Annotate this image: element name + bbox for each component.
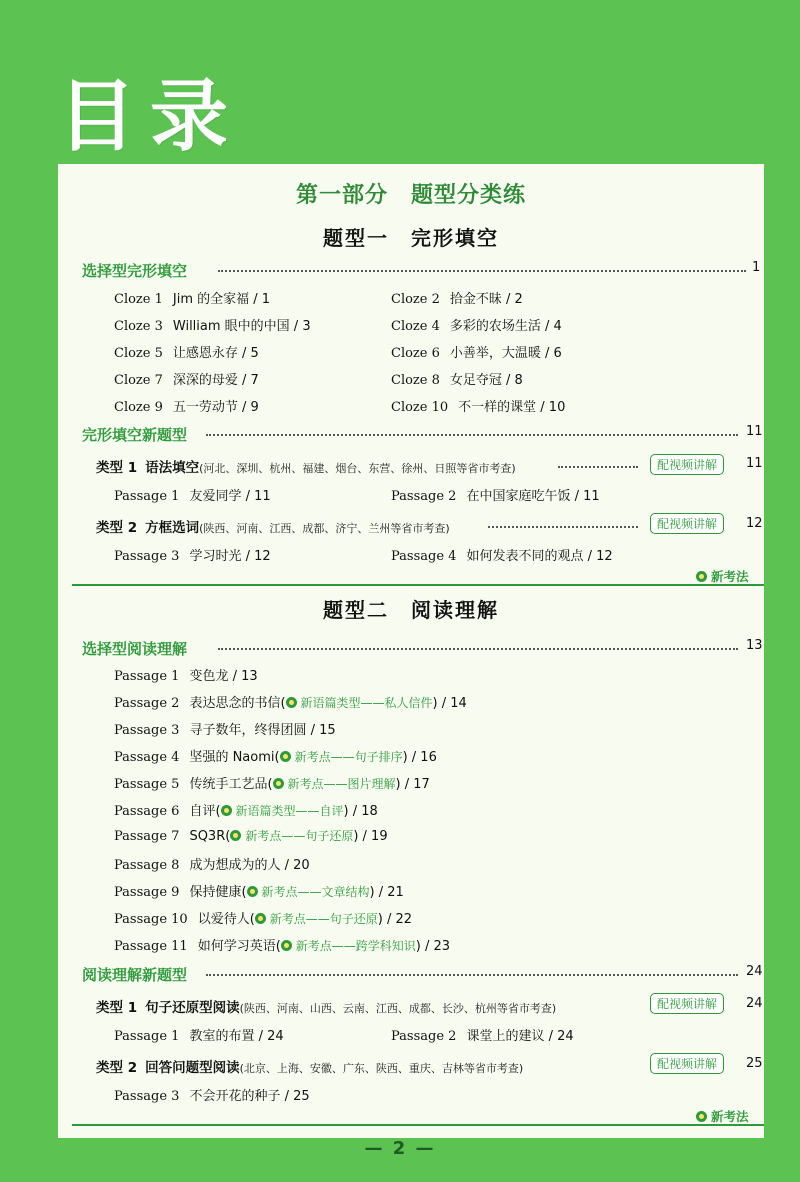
leader-dots — [218, 648, 738, 650]
toc-entry[interactable]: Passage 4 坚强的 Naomi( 新考点——句子排序) / 16 — [114, 750, 437, 765]
section-divider — [72, 584, 764, 586]
category-sentence-restore[interactable]: 类型 1 句子还原型阅读(陕西、河南、山西、云南、江西、成都、长沙、杭州等省市考查) — [96, 1000, 557, 1016]
page-title: 目录 — [58, 72, 243, 162]
section-choice-cloze[interactable]: 选择型完形填空 — [82, 262, 188, 280]
toc-entry[interactable]: Cloze 5 让感恩永存 / 5 — [114, 346, 259, 361]
toc-entry[interactable]: Cloze 10 不一样的课堂 / 10 — [391, 400, 566, 415]
lightbulb-icon — [696, 571, 707, 582]
toc-entry[interactable]: Cloze 1 Jim 的全家福 / 1 — [114, 292, 271, 307]
category-grammar-fill[interactable]: 类型 1 语法填空(河北、深圳、杭州、福建、烟台、东营、徐州、日照等省市考查) — [96, 460, 516, 476]
page-number: 13 — [746, 638, 763, 653]
toc-entry[interactable]: Passage 5 传统手工艺品( 新考点——图片理解) / 17 — [114, 777, 430, 792]
page-number: 11 — [746, 456, 763, 471]
lightbulb-icon — [255, 913, 266, 924]
page-number: 24 — [746, 996, 763, 1011]
page-number: 11 — [746, 424, 763, 439]
page-number: 25 — [746, 1056, 763, 1071]
lightbulb-icon — [221, 805, 232, 816]
toc-entry[interactable]: Passage 1 变色龙 / 13 — [114, 669, 258, 684]
toc-entry[interactable]: Passage 3 寻子数年，终得团圆 / 15 — [114, 723, 336, 738]
toc-entry[interactable]: Passage 6 自评( 新语篇类型——自评) / 18 — [114, 804, 378, 819]
toc-entry[interactable]: Cloze 6 小善举，大温暖 / 6 — [391, 346, 562, 361]
toc-entry[interactable]: Passage 10 以爱待人( 新考点——句子还原) / 22 — [114, 912, 413, 927]
toc-entry[interactable]: Cloze 9 五一劳动节 / 9 — [114, 400, 259, 415]
lightbulb-icon — [230, 830, 241, 841]
toc-entry[interactable]: Passage 7 SQ3R( 新考点——句子还原) / 19 — [114, 829, 388, 844]
type2-title: 题型二 阅读理解 — [323, 598, 499, 622]
lightbulb-icon — [286, 697, 297, 708]
toc-entry[interactable]: Passage 9 保持健康( 新考点——文章结构) / 21 — [114, 885, 404, 900]
category-box-choice[interactable]: 类型 2 方框选词(陕西、河南、江西、成都、济宁、兰州等省市考查) — [96, 520, 450, 536]
page-footer-number: — 2 — — [364, 1138, 436, 1159]
toc-entry[interactable]: Passage 2 在中国家庭吃午饭 / 11 — [391, 489, 600, 504]
new-method-tag: 新考法 — [696, 1107, 749, 1125]
section-new-cloze[interactable]: 完形填空新题型 — [82, 426, 188, 444]
leader-dots — [218, 270, 746, 272]
page-number: 1 — [752, 260, 761, 275]
section-new-reading[interactable]: 阅读理解新题型 — [82, 966, 188, 984]
category-answer-questions[interactable]: 类型 2 回答问题型阅读(北京、上海、安徽、广东、陕西、重庆、吉林等省市考查) — [96, 1060, 524, 1076]
leader-dots — [206, 974, 738, 976]
video-badge[interactable]: 配视频讲解 — [650, 513, 724, 534]
toc-entry[interactable]: Cloze 7 深深的母爱 / 7 — [114, 373, 259, 388]
toc-entry[interactable]: Cloze 2 拾金不昧 / 2 — [391, 292, 523, 307]
section-divider — [72, 1124, 764, 1126]
type1-title: 题型一 完形填空 — [323, 226, 499, 250]
lightbulb-icon — [247, 886, 258, 897]
lightbulb-icon — [280, 751, 291, 762]
toc-entry[interactable]: Passage 11 如何学习英语( 新考点——跨学科知识) / 23 — [114, 939, 451, 954]
new-method-tag: 新考法 — [696, 567, 749, 585]
toc-entry[interactable]: Cloze 3 William 眼中的中国 / 3 — [114, 319, 311, 334]
part-title: 第一部分 题型分类练 — [295, 182, 526, 208]
toc-entry[interactable]: Cloze 8 女足夺冠 / 8 — [391, 373, 523, 388]
toc-entry[interactable]: Cloze 4 多彩的农场生活 / 4 — [391, 319, 562, 334]
toc-entry[interactable]: Passage 3 学习时光 / 12 — [114, 549, 271, 564]
toc-entry[interactable]: Passage 2 表达思念的书信( 新语篇类型——私人信件) / 14 — [114, 696, 467, 711]
toc-entry[interactable]: Passage 4 如何发表不同的观点 / 12 — [391, 549, 613, 564]
leader-dots — [488, 526, 638, 528]
contents-panel — [58, 164, 764, 1138]
page-number: 24 — [746, 964, 763, 979]
toc-entry[interactable]: Passage 1 教室的布置 / 24 — [114, 1029, 284, 1044]
video-badge[interactable]: 配视频讲解 — [650, 993, 724, 1014]
page-number: 12 — [746, 516, 763, 531]
lightbulb-icon — [281, 940, 292, 951]
leader-dots — [206, 434, 738, 436]
lightbulb-icon — [273, 778, 284, 789]
toc-entry[interactable]: Passage 2 课堂上的建议 / 24 — [391, 1029, 574, 1044]
toc-entry[interactable]: Passage 8 成为想成为的人 / 20 — [114, 858, 310, 873]
leader-dots — [558, 466, 638, 468]
toc-entry[interactable]: Passage 3 不会开花的种子 / 25 — [114, 1089, 310, 1104]
video-badge[interactable]: 配视频讲解 — [650, 454, 724, 475]
lightbulb-icon — [696, 1111, 707, 1122]
section-choice-reading[interactable]: 选择型阅读理解 — [82, 640, 188, 658]
toc-entry[interactable]: Passage 1 友爱同学 / 11 — [114, 489, 271, 504]
video-badge[interactable]: 配视频讲解 — [650, 1053, 724, 1074]
